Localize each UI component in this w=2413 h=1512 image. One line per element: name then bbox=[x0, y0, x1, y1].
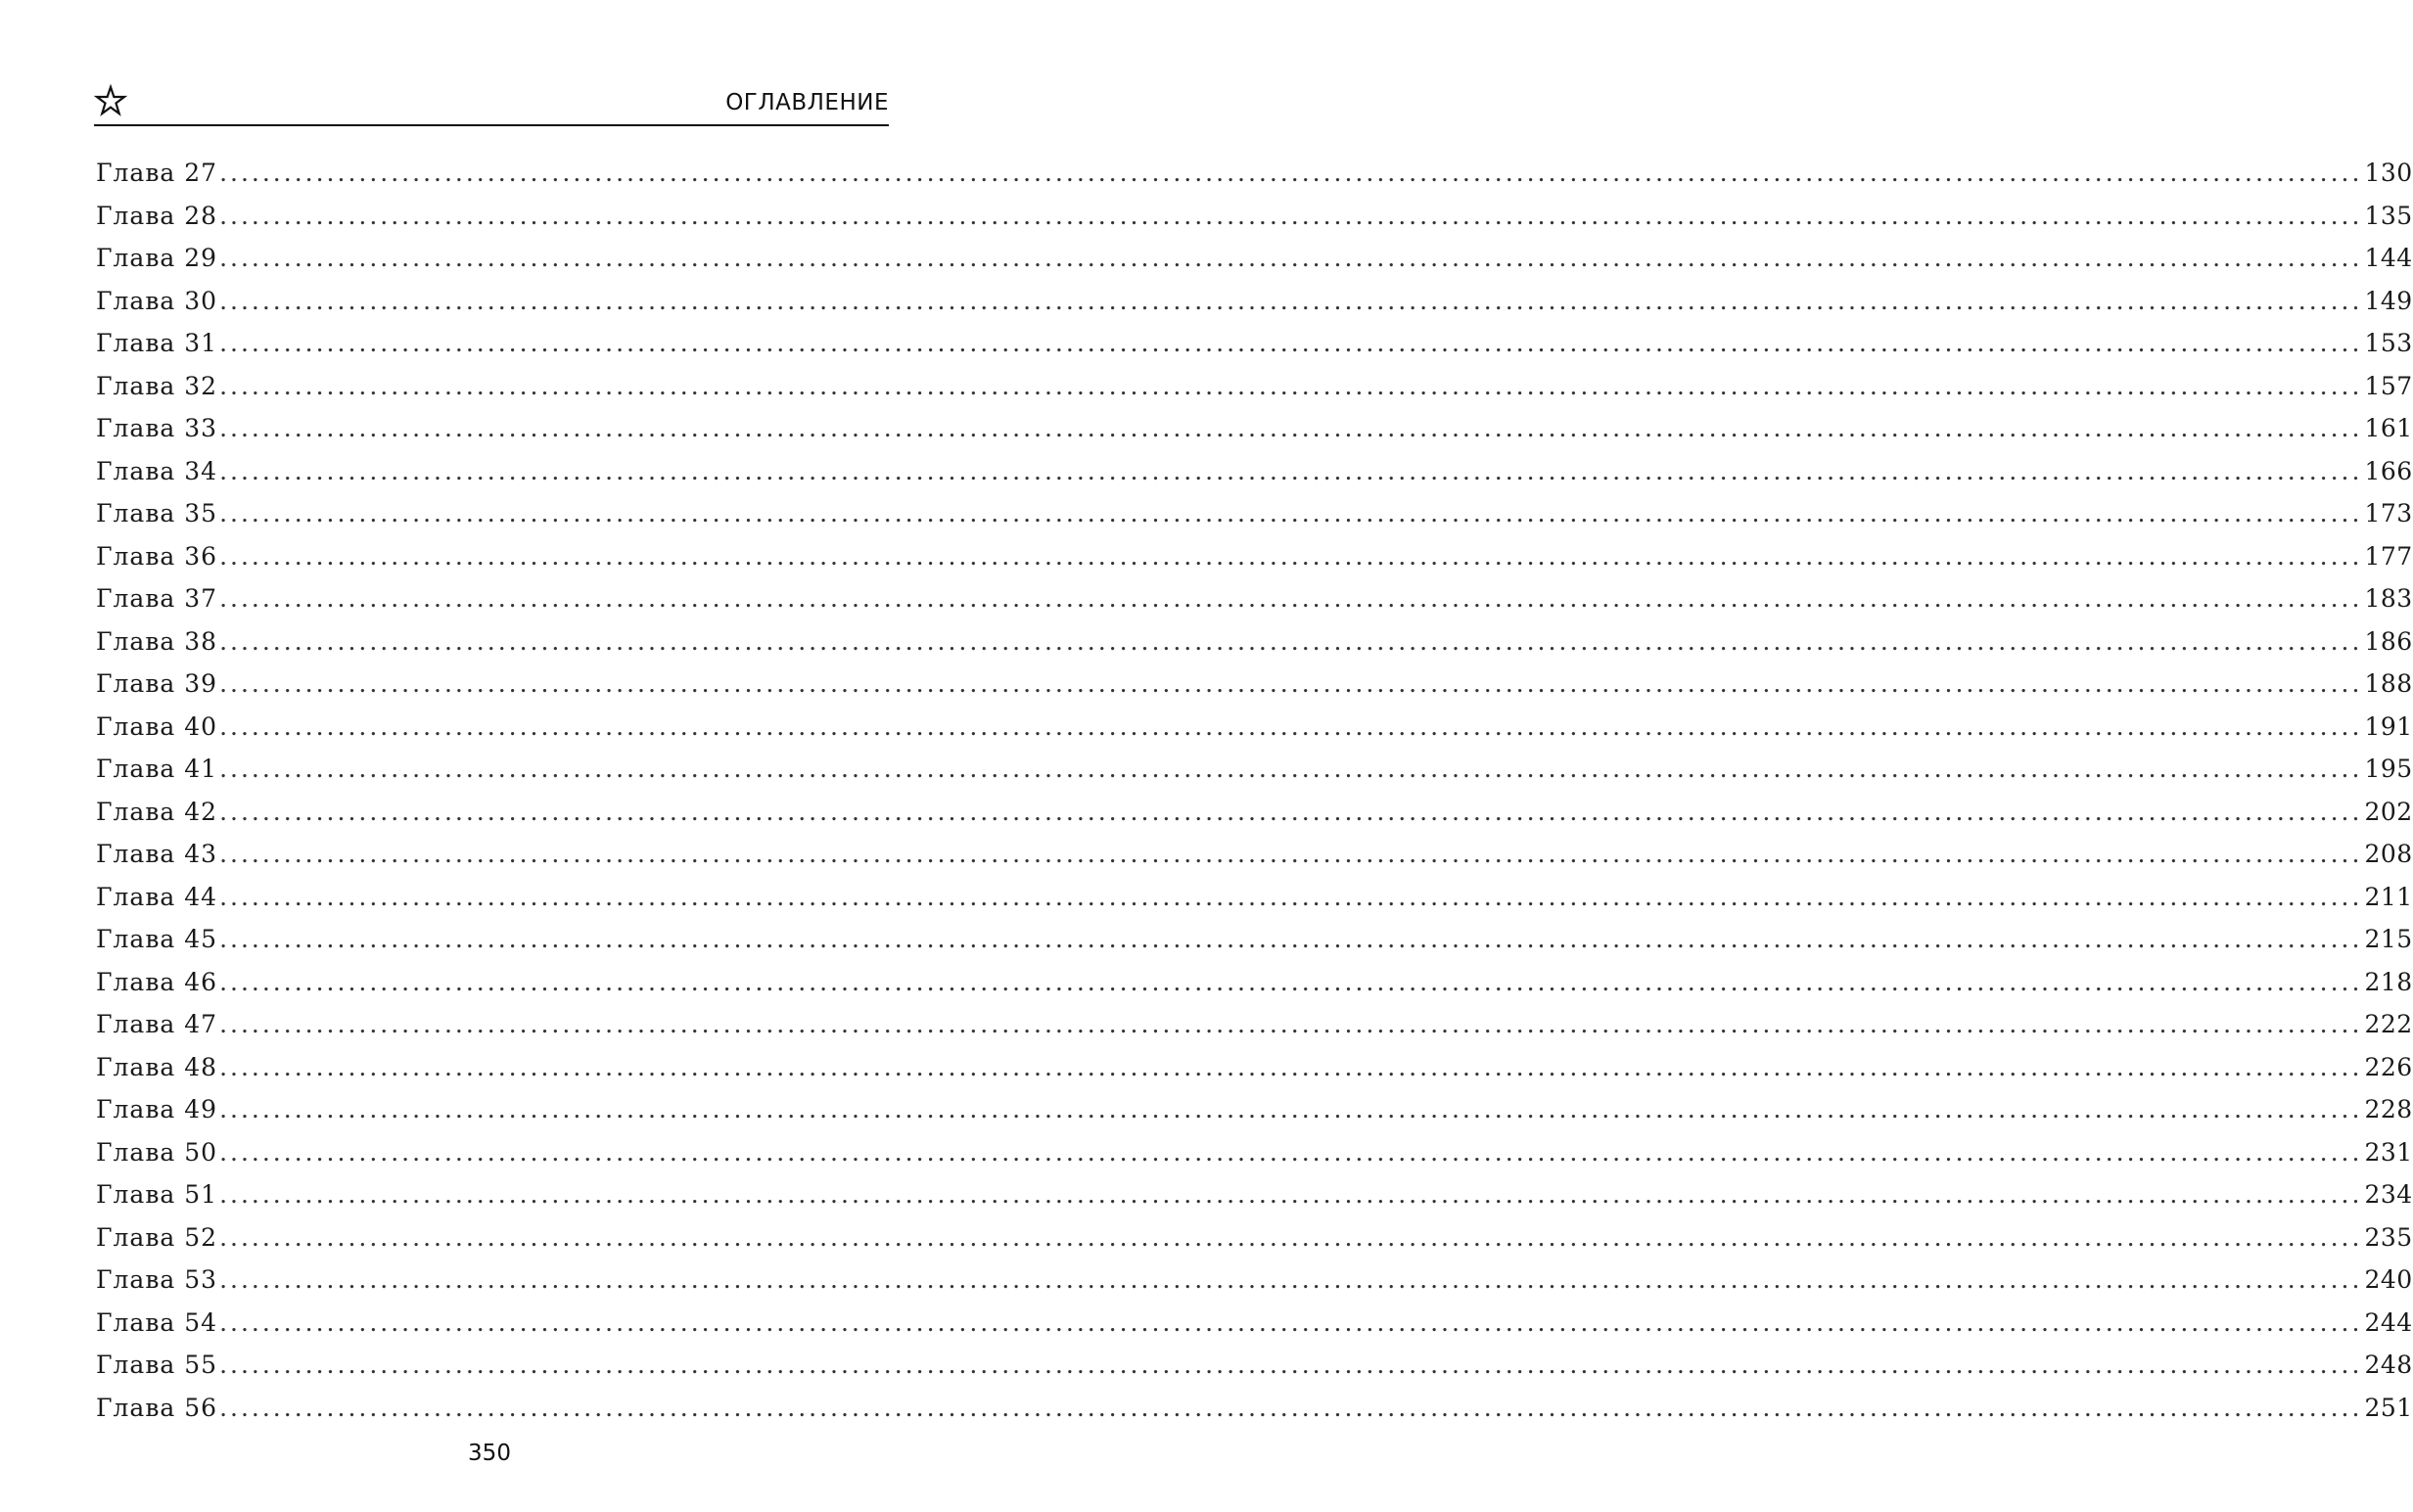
toc-entry-page: 231 bbox=[2364, 1137, 2413, 1167]
page-number: 350 bbox=[468, 1441, 511, 1466]
dot-leader: ........................................................................................................................................................................................................ bbox=[219, 414, 2363, 442]
dot-leader: ........................................................................................................................................................................................................ bbox=[219, 882, 2363, 911]
toc-entry-page: 149 bbox=[2364, 286, 2413, 315]
toc-entry bbox=[96, 322, 2413, 365]
dot-leader: ........................................................................................................................................................................................................ bbox=[219, 244, 2363, 272]
toc-entry bbox=[96, 1344, 2413, 1387]
toc-entry-page: 186 bbox=[2364, 626, 2413, 656]
dot-leader: ........................................................................................................................................................................................................ bbox=[219, 201, 2363, 230]
toc-entry bbox=[96, 833, 2413, 876]
toc-entry-title: Глава 32 bbox=[96, 371, 218, 400]
toc-entry bbox=[96, 280, 2413, 323]
dot-leader: ........................................................................................................................................................................................................ bbox=[219, 159, 2363, 187]
dot-leader: ........................................................................................................................................................................................................ bbox=[219, 499, 2363, 527]
toc-entry-title: Глава 56 bbox=[96, 1393, 218, 1422]
dot-leader: ........................................................................................................................................................................................................ bbox=[219, 1393, 2363, 1422]
star-icon bbox=[94, 84, 127, 117]
toc-entry-page: 195 bbox=[2364, 755, 2413, 783]
dot-leader: ........................................................................................................................................................................................................ bbox=[219, 1222, 2363, 1252]
toc-entry-page: 161 bbox=[2364, 414, 2413, 442]
toc-entry-page: 248 bbox=[2364, 1351, 2413, 1379]
toc-entry bbox=[96, 706, 2413, 749]
toc-entry-title: Глава 35 bbox=[96, 499, 218, 527]
toc-entry bbox=[96, 492, 2413, 535]
dot-leader: ........................................................................................................................................................................................................ bbox=[219, 1010, 2363, 1038]
toc-entry-page: 244 bbox=[2364, 1307, 2413, 1337]
toc-entry bbox=[96, 1259, 2413, 1302]
toc-entry bbox=[96, 1131, 2413, 1174]
toc-entry-page: 135 bbox=[2364, 201, 2413, 230]
toc-entry-title: Глава 31 bbox=[96, 329, 218, 357]
toc-entry-title: Глава 54 bbox=[96, 1307, 218, 1337]
toc-entry-title: Глава 51 bbox=[96, 1180, 218, 1209]
toc-entry bbox=[96, 1302, 2413, 1345]
dot-leader: ........................................................................................................................................................................................................ bbox=[219, 1351, 2363, 1379]
toc-entry-page: 222 bbox=[2364, 1010, 2413, 1038]
dot-leader: ........................................................................................................................................................................................................ bbox=[219, 1052, 2363, 1081]
toc-entry bbox=[96, 620, 2413, 664]
toc-entry-page: 183 bbox=[2364, 584, 2413, 613]
toc-entry-page: 191 bbox=[2364, 711, 2413, 741]
toc-entry-title: Глава 39 bbox=[96, 669, 218, 698]
dot-leader: ........................................................................................................................................................................................................ bbox=[219, 711, 2363, 741]
toc-entry bbox=[96, 1003, 2413, 1046]
toc-entry-title: Глава 52 bbox=[96, 1222, 218, 1252]
toc-entry-title: Глава 42 bbox=[96, 797, 218, 826]
toc-entry-page: 188 bbox=[2364, 669, 2413, 698]
toc-entry-page: 166 bbox=[2364, 456, 2413, 485]
toc-entry-title: Глава 45 bbox=[96, 925, 218, 953]
toc-entry bbox=[96, 237, 2413, 280]
toc-entry-title: Глава 38 bbox=[96, 626, 218, 656]
toc-entry bbox=[96, 152, 2413, 195]
toc-entry-page: 208 bbox=[2364, 840, 2413, 868]
dot-leader: ........................................................................................................................................................................................................ bbox=[219, 1180, 2363, 1209]
dot-leader: ........................................................................................................................................................................................................ bbox=[219, 329, 2363, 357]
toc-entry bbox=[96, 577, 2413, 620]
toc-entry-page: 235 bbox=[2364, 1222, 2413, 1252]
toc-entry-title: Глава 29 bbox=[96, 244, 218, 272]
toc-entry bbox=[96, 365, 2413, 408]
toc-entry-title: Глава 41 bbox=[96, 755, 218, 783]
toc-entry-title: Глава 34 bbox=[96, 456, 218, 485]
dot-leader: ........................................................................................................................................................................................................ bbox=[219, 286, 2363, 315]
toc-entry-page: 251 bbox=[2364, 1393, 2413, 1422]
toc-entry-page: 240 bbox=[2364, 1265, 2413, 1294]
toc-entry-page: 144 bbox=[2364, 244, 2413, 272]
toc-entry-page: 202 bbox=[2364, 797, 2413, 826]
toc-entry bbox=[96, 748, 2413, 791]
running-head-title: ОГЛАВЛЕНИЕ bbox=[725, 90, 889, 115]
dot-leader: ........................................................................................................................................................................................................ bbox=[219, 541, 2363, 571]
table-of-contents bbox=[96, 152, 2413, 1429]
toc-entry-title: Глава 44 bbox=[96, 882, 218, 911]
toc-entry-title: Глава 30 bbox=[96, 286, 218, 315]
toc-entry-title: Глава 48 bbox=[96, 1052, 218, 1081]
toc-entry-page: 177 bbox=[2364, 541, 2413, 571]
toc-entry-page: 130 bbox=[2364, 159, 2413, 187]
toc-entry-page: 234 bbox=[2364, 1180, 2413, 1209]
toc-entry-page: 218 bbox=[2364, 967, 2413, 996]
toc-entry bbox=[96, 195, 2413, 238]
toc-entry-page: 173 bbox=[2364, 499, 2413, 527]
toc-entry-page: 211 bbox=[2364, 882, 2413, 911]
toc-entry-title: Глава 43 bbox=[96, 840, 218, 868]
toc-entry-title: Глава 40 bbox=[96, 711, 218, 741]
toc-entry bbox=[96, 791, 2413, 834]
toc-entry-title: Глава 28 bbox=[96, 201, 218, 230]
toc-entry-page: 157 bbox=[2364, 371, 2413, 400]
toc-entry-title: Глава 53 bbox=[96, 1265, 218, 1294]
toc-entry-title: Глава 33 bbox=[96, 414, 218, 442]
toc-entry bbox=[96, 961, 2413, 1004]
toc-entry bbox=[96, 1216, 2413, 1260]
toc-entry-title: Глава 50 bbox=[96, 1137, 218, 1167]
dot-leader: ........................................................................................................................................................................................................ bbox=[219, 967, 2363, 996]
dot-leader: ........................................................................................................................................................................................................ bbox=[219, 669, 2363, 698]
header-rule bbox=[94, 124, 889, 126]
dot-leader: ........................................................................................................................................................................................................ bbox=[219, 797, 2363, 826]
dot-leader: ........................................................................................................................................................................................................ bbox=[219, 584, 2363, 613]
toc-entry bbox=[96, 1387, 2413, 1430]
toc-entry bbox=[96, 1173, 2413, 1216]
toc-entry-title: Глава 37 bbox=[96, 584, 218, 613]
dot-leader: ........................................................................................................................................................................................................ bbox=[219, 1095, 2363, 1123]
toc-entry bbox=[96, 1088, 2413, 1131]
toc-entry-title: Глава 27 bbox=[96, 159, 218, 187]
toc-entry-page: 153 bbox=[2364, 329, 2413, 357]
toc-entry-title: Глава 49 bbox=[96, 1095, 218, 1123]
toc-entry bbox=[96, 407, 2413, 450]
toc-entry-title: Глава 36 bbox=[96, 541, 218, 571]
dot-leader: ........................................................................................................................................................................................................ bbox=[219, 1265, 2363, 1294]
toc-entry bbox=[96, 535, 2413, 578]
toc-entry-page: 215 bbox=[2364, 925, 2413, 953]
dot-leader: ........................................................................................................................................................................................................ bbox=[219, 755, 2363, 783]
toc-entry bbox=[96, 450, 2413, 493]
toc-entry bbox=[96, 876, 2413, 919]
dot-leader: ........................................................................................................................................................................................................ bbox=[219, 371, 2363, 400]
toc-entry-title: Глава 46 bbox=[96, 967, 218, 996]
toc-entry bbox=[96, 1046, 2413, 1089]
dot-leader: ........................................................................................................................................................................................................ bbox=[219, 1307, 2363, 1337]
toc-entry-page: 228 bbox=[2364, 1095, 2413, 1123]
dot-leader: ........................................................................................................................................................................................................ bbox=[219, 626, 2363, 656]
toc-entry-title: Глава 55 bbox=[96, 1351, 218, 1379]
toc-entry bbox=[96, 918, 2413, 961]
dot-leader: ........................................................................................................................................................................................................ bbox=[219, 1137, 2363, 1167]
dot-leader: ........................................................................................................................................................................................................ bbox=[219, 925, 2363, 953]
dot-leader: ........................................................................................................................................................................................................ bbox=[219, 840, 2363, 868]
toc-entry-title: Глава 47 bbox=[96, 1010, 218, 1038]
toc-entry-page: 226 bbox=[2364, 1052, 2413, 1081]
dot-leader: ........................................................................................................................................................................................................ bbox=[219, 456, 2363, 485]
toc-entry bbox=[96, 663, 2413, 706]
